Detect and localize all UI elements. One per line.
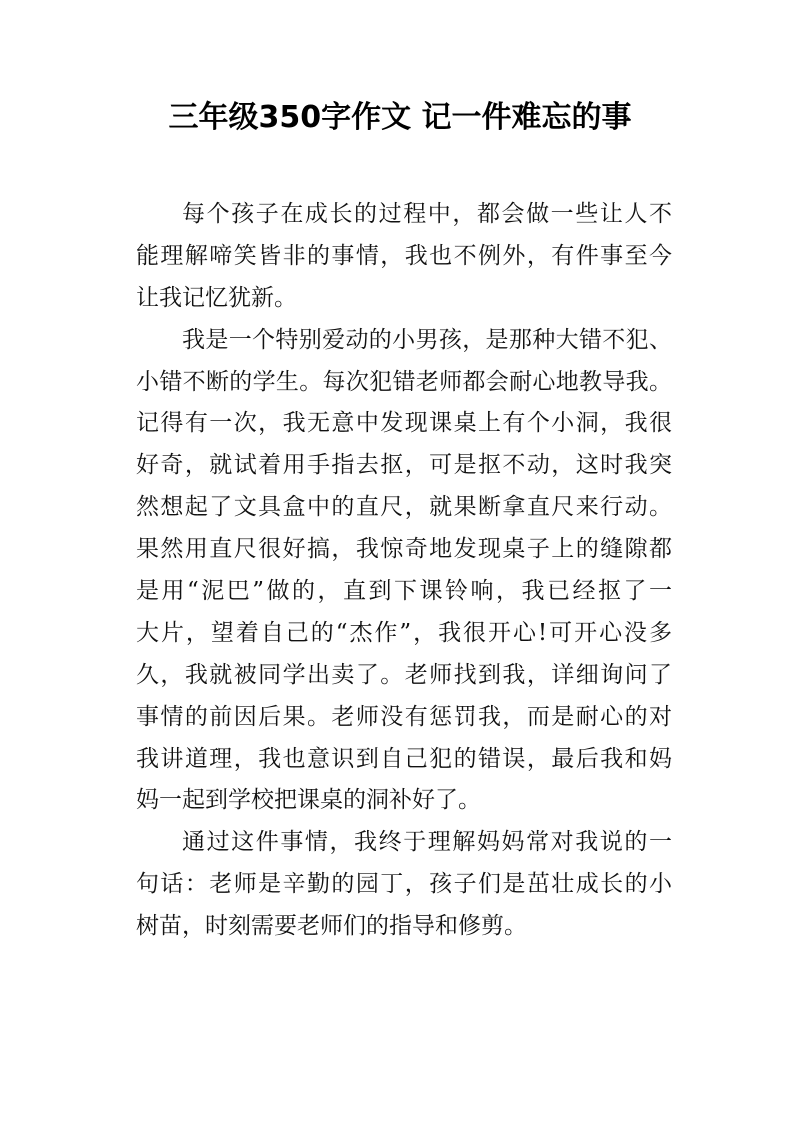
text-line: 大片，望着自己的“杰作”，我很开心!可开心没多: [136, 619, 672, 646]
text-line: 事情的前因后果。老师没有惩罚我，而是耐心的对: [136, 703, 672, 730]
text-line: 是用“泥巴”做的，直到下课铃响，我已经抠了一: [136, 578, 672, 605]
paragraph-2: [136, 320, 672, 823]
text-line: 句话：老师是辛勤的园丁，孩子们是茁壮成长的小: [136, 871, 672, 898]
text-line: 通过这件事情，我终于理解妈妈常对我说的一: [182, 829, 672, 856]
essay-body: [136, 194, 672, 948]
text-line: 树苗，时刻需要老师们的指导和修剪。: [136, 913, 527, 940]
text-line: 小错不断的学生。每次犯错老师都会耐心地教导我。: [136, 368, 672, 395]
text-line: 久，我就被同学出卖了。老师找到我，详细询问了: [136, 661, 672, 688]
paragraph-3: [136, 822, 672, 948]
text-line: 记得有一次，我无意中发现课桌上有个小洞，我很: [136, 410, 672, 437]
text-line: 我是一个特别爱动的小男孩，是那种大错不犯、: [182, 326, 672, 353]
text-line: 妈一起到学校把课桌的洞补好了。: [136, 787, 481, 814]
text-line: 好奇，就试着用手指去抠，可是抠不动，这时我突: [136, 452, 672, 479]
text-line: 我讲道理，我也意识到自己犯的错误，最后我和妈: [136, 745, 672, 772]
text-line: 果然用直尺很好搞，我惊奇地发现桌子上的缝隙都: [136, 536, 672, 563]
document-title: 三年级350字作文 记一件难忘的事: [168, 100, 632, 135]
text-line: 每个孩子在成长的过程中，都会做一些让人不: [182, 201, 672, 227]
paragraph-1: [136, 194, 672, 320]
text-line: 让我记忆犹新。: [136, 284, 297, 311]
text-line: 然想起了文具盒中的直尺，就果断拿直尺来行动。: [136, 494, 672, 521]
text-line: 能理解啼笑皆非的事情，我也不例外，有件事至今: [136, 242, 672, 269]
